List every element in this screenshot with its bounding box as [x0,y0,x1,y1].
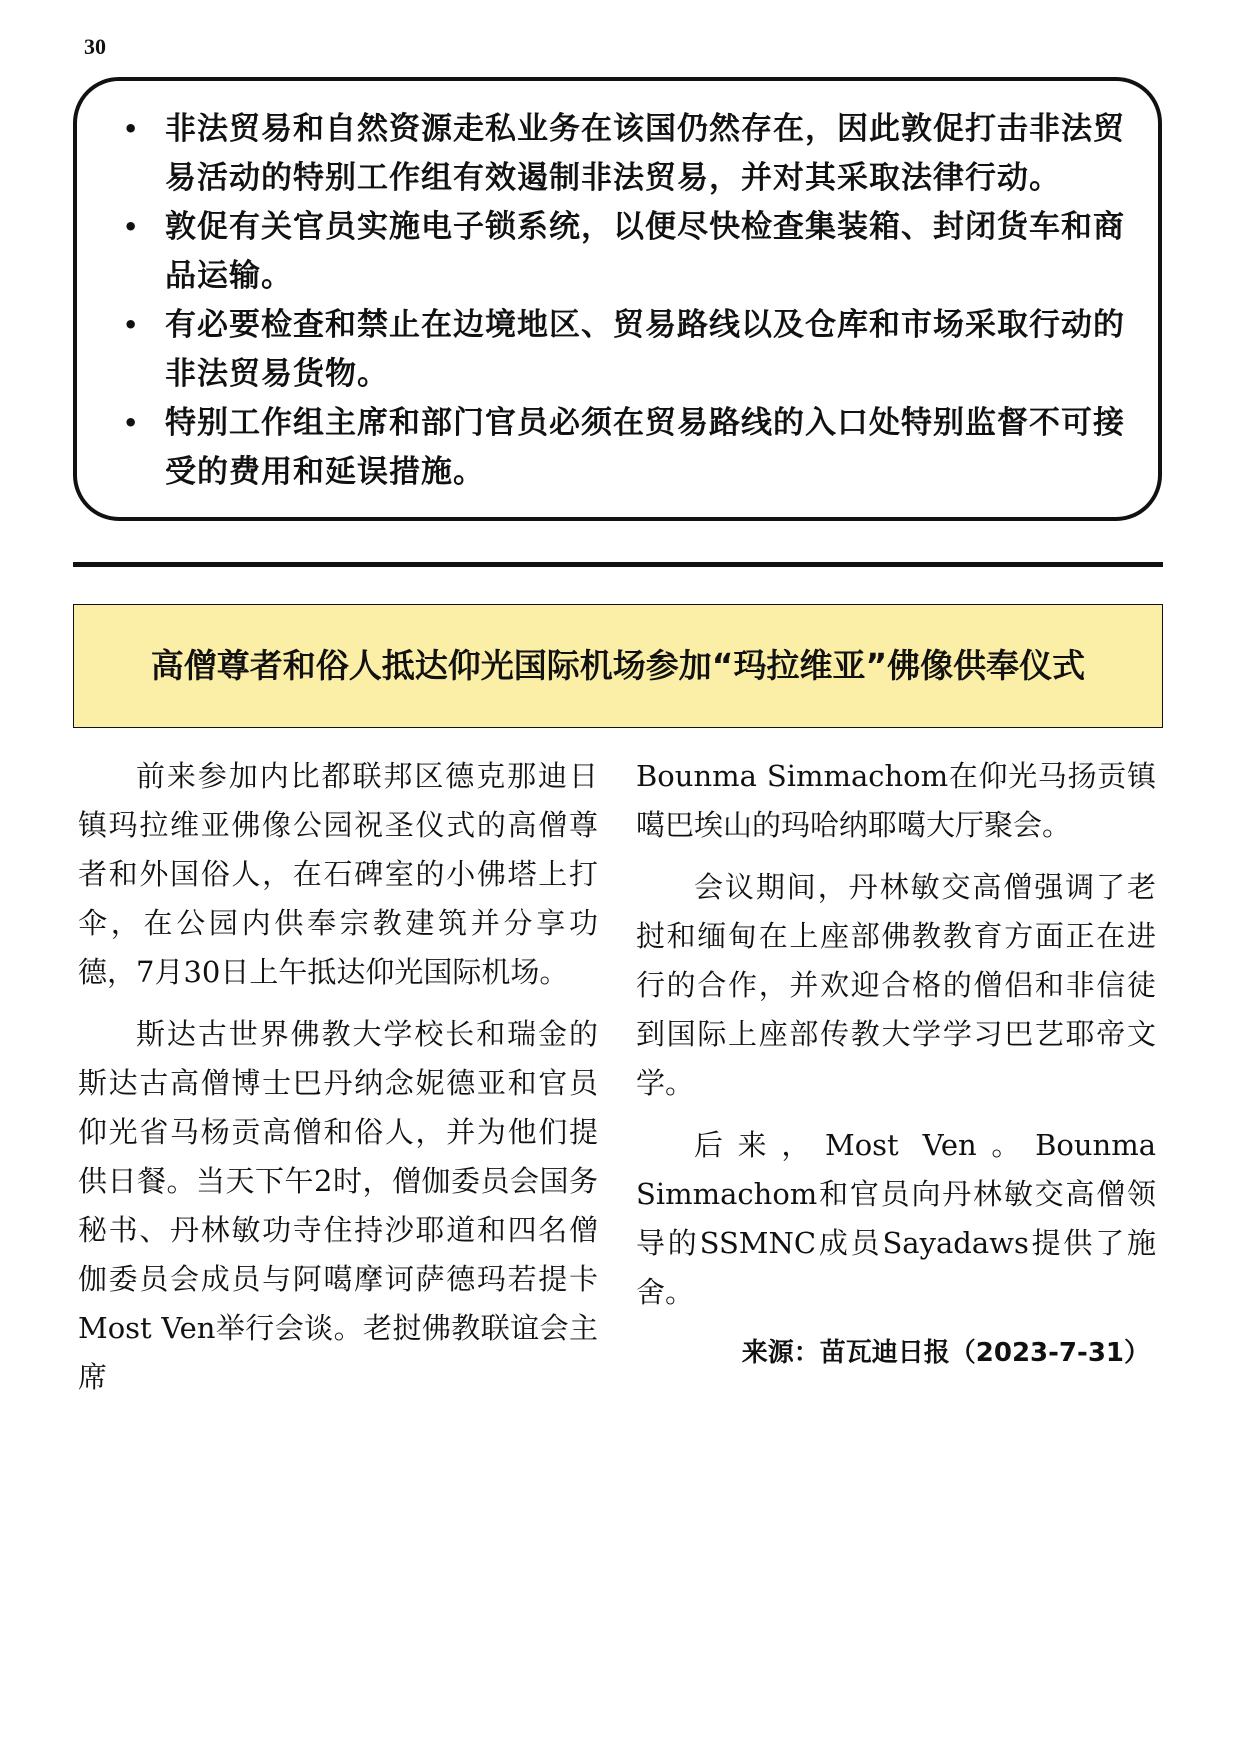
article-paragraph: 会议期间，丹林敏交高僧强调了老挝和缅甸在上座部佛教教育方面正在进行的合作，并欢迎合格的僧侣和非信徒到国际上座部传教大学学习巴艺耶帝文学。 [636,870,1156,1100]
bullet-item: • 有必要检查和禁止在边境地区、贸易路线以及仓库和市场采取行动的非法贸易货物。 [123,301,1128,399]
article-column-right [636,752,1156,1373]
section-divider [73,562,1163,567]
bullet-item: • 特别工作组主席和部门官员必须在贸易路线的入口处特别监督不可接受的费用和延误措施。 [123,399,1128,497]
bullet-list [123,105,1128,497]
bullet-item: • 敦促有关官员实施电子锁系统，以便尽快检查集装箱、封闭货车和商品运输。 [123,203,1128,301]
page-number: 30 [84,34,106,59]
article-column-left [78,752,598,1415]
article-paragraph: 前来参加内比都联邦区德克那迪日镇玛拉维亚佛像公园祝圣仪式的高僧尊者和外国俗人，在石碑室的小佛塔上打伞，在公园内供奉宗教建筑并分享功德，7月30日上午抵达仰光国际机场。 [78,759,598,989]
headline-banner [73,604,1163,728]
article-paragraph-continuation: Bounma Simmachom在仰光马扬贡镇噶巴埃山的玛哈纳耶噶大厅聚会。 [636,759,1156,842]
article-paragraph: 斯达古世界佛教大学校长和瑞金的斯达古高僧博士巴丹纳念妮德亚和官员仰光省马杨贡高僧和俗人，并为他们提供日餐。当天下午2时，僧伽委员会国务秘书、丹林敏功寺住持沙耶道和四名僧伽委员会成员与阿噶摩诃萨德玛若提卡Most Ven举行会谈。老挝佛教联谊会主席 [78,1017,598,1394]
article-source: 来源：苗瓦迪日报（2023-7-31） [741,1338,1150,1368]
bullet-item: • 非法贸易和自然资源走私业务在该国仍然存在，因此敦促打击非法贸易活动的特别工作组有效遏制非法贸易，并对其采取法律行动。 [123,105,1128,203]
article-paragraph: 后来，Most Ven。Bounma Simmachom和官员向丹林敏交高僧领导的SSMNC成员Sayadaws提供了施舍。 [636,1128,1156,1309]
article-headline: 高僧尊者和俗人抵达仰光国际机场参加“玛拉维亚”佛像供奉仪式 [150,646,1086,685]
summary-box [73,77,1162,521]
